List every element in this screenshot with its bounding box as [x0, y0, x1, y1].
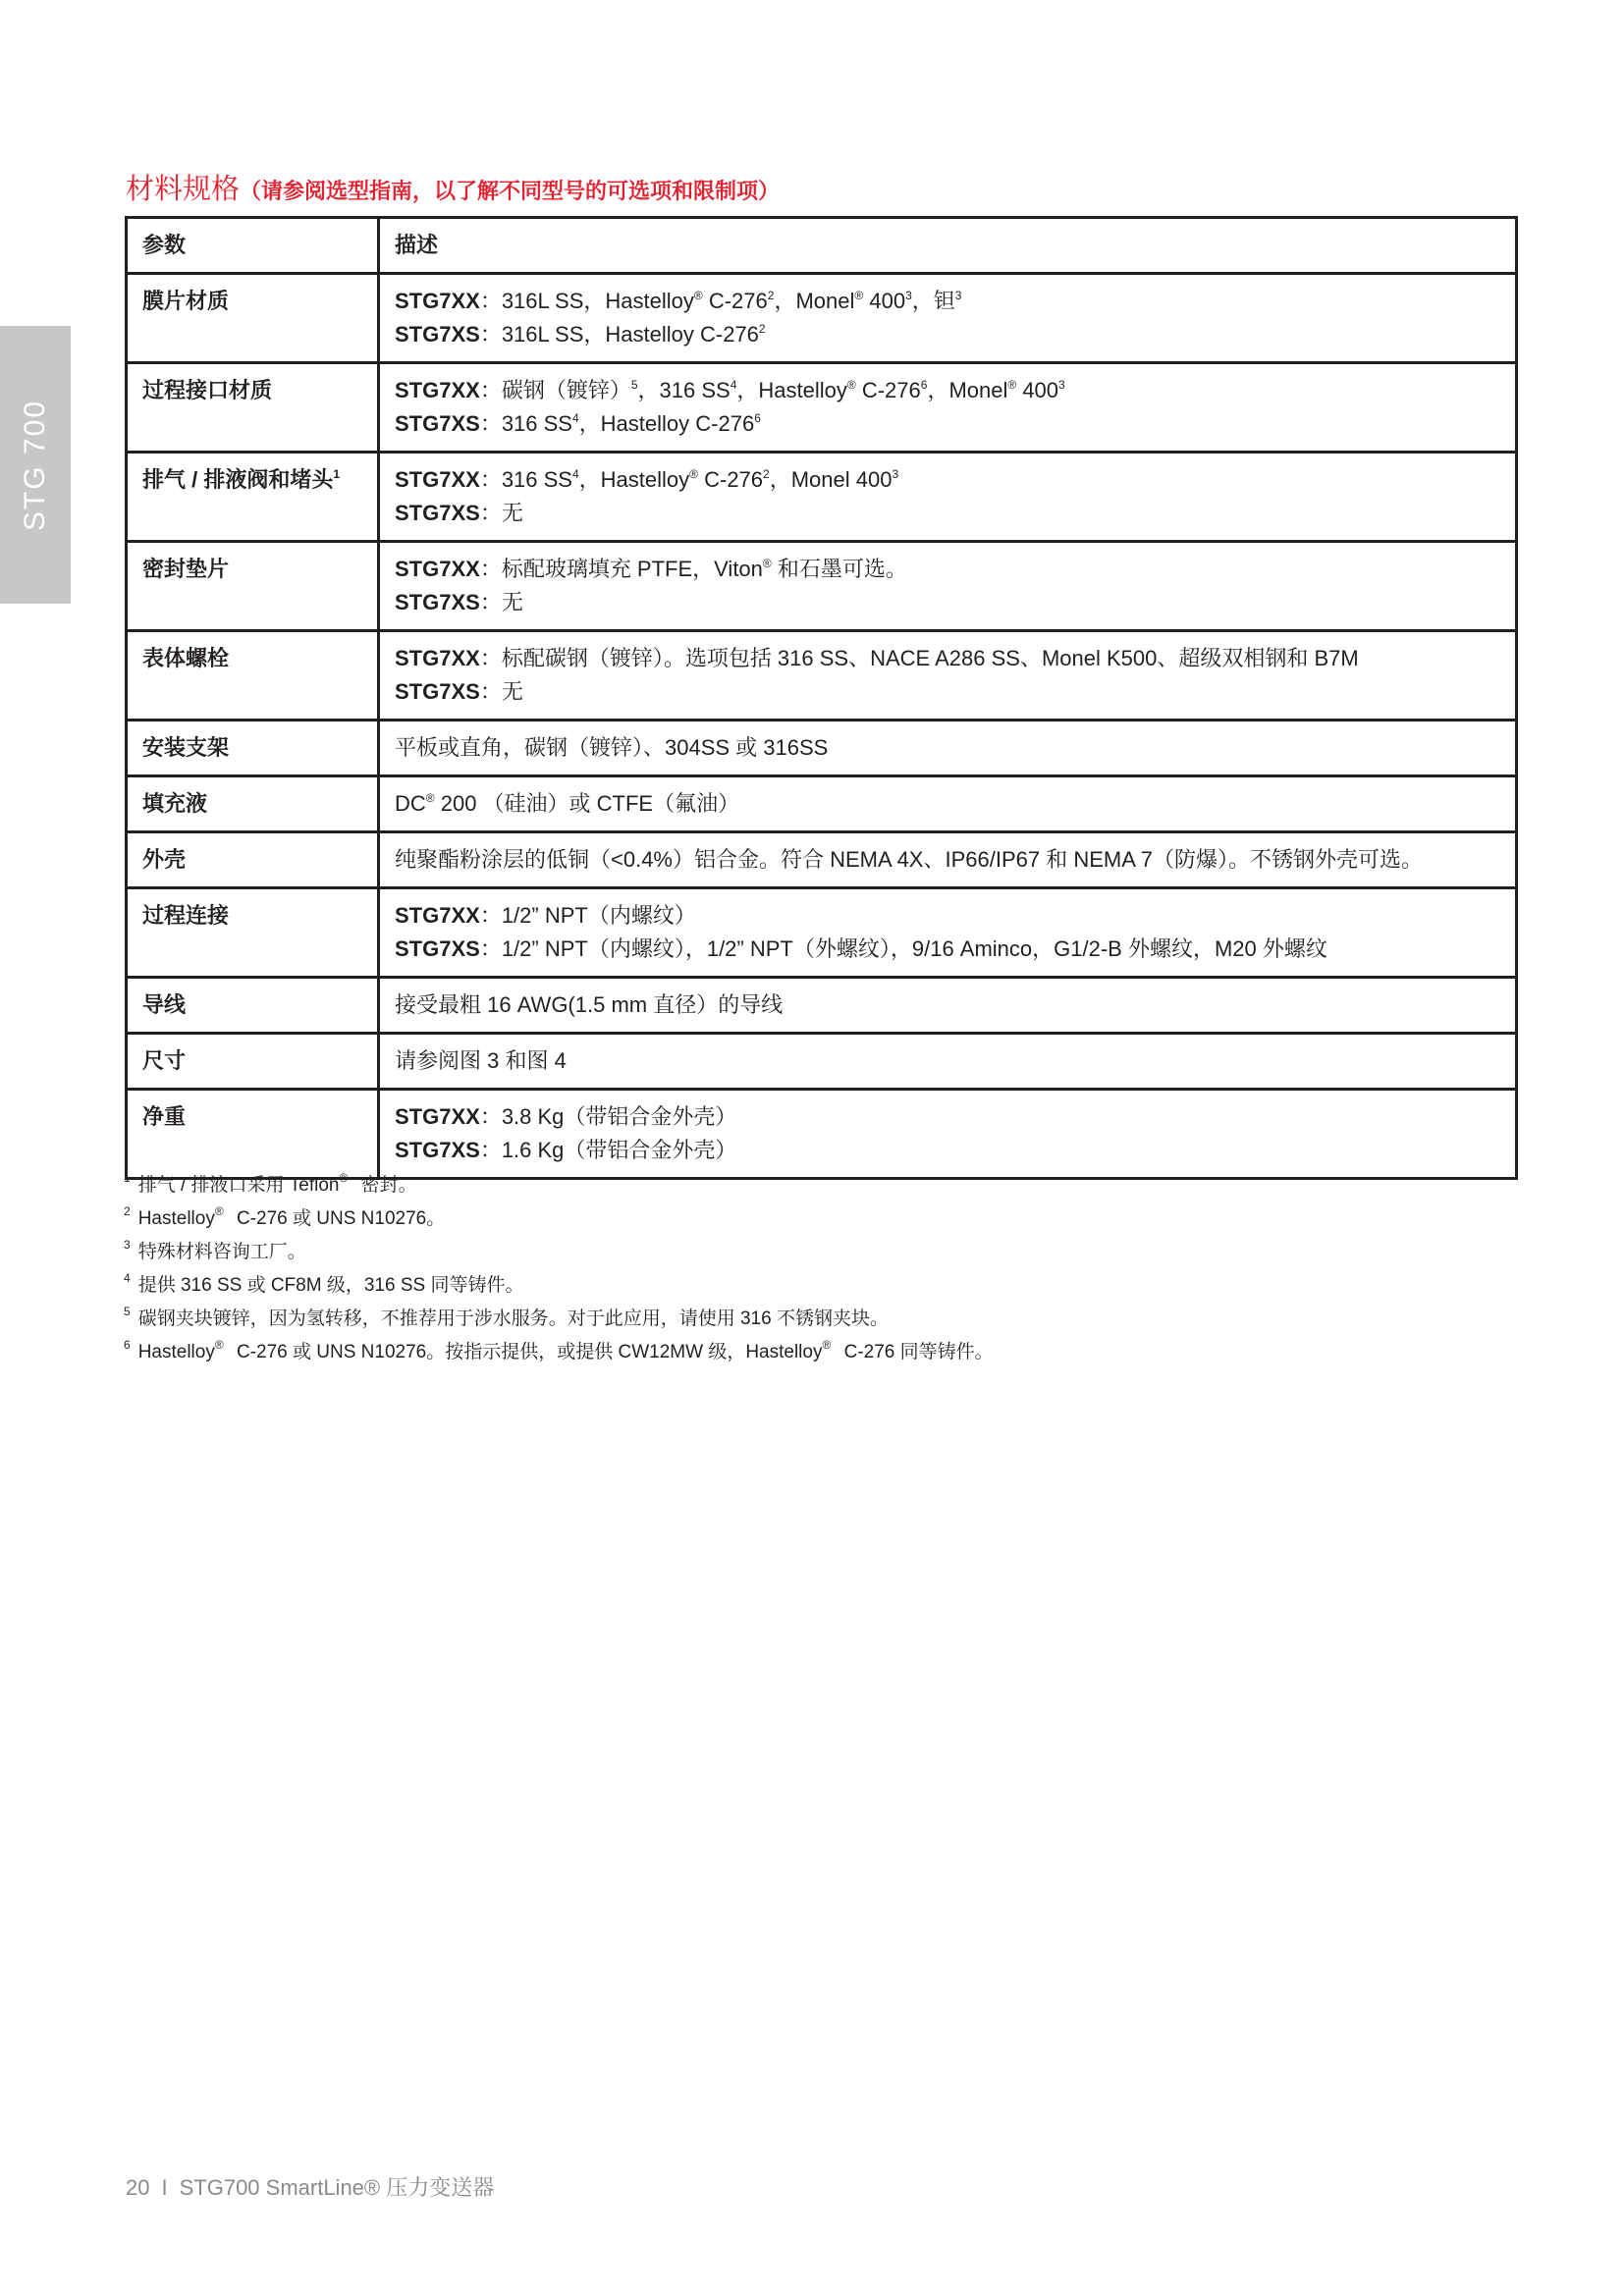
param-cell — [127, 978, 379, 1034]
param-label: 尺寸 — [142, 1048, 187, 1073]
description-line — [395, 463, 1501, 497]
footnote — [124, 1336, 994, 1369]
description-text: 接受最粗 16 AWG(1.5 mm 直径）的导线 — [395, 992, 784, 1017]
footnote — [124, 1202, 994, 1236]
param-label: 过程连接 — [142, 903, 230, 928]
description-text: DC — [395, 791, 426, 816]
description-text: 400 — [863, 289, 906, 313]
model-code: STG7XX — [395, 903, 480, 928]
param-label: 过程接口材质 — [142, 378, 273, 402]
description-text: ：碳钢（镀锌） — [479, 378, 631, 402]
model-code: STG7XX — [395, 289, 480, 313]
superscript-mark: 4 — [571, 467, 579, 481]
table-row — [127, 1034, 1517, 1090]
footnote-number: 1 — [124, 1171, 131, 1185]
superscript-mark: 3 — [954, 289, 962, 302]
param-cell — [127, 776, 379, 832]
heading-main: 材料规格 — [126, 174, 241, 205]
superscript-mark: ® — [693, 289, 703, 302]
page-footer — [126, 2171, 494, 2202]
superscript-mark: ® — [822, 1338, 832, 1352]
description-line — [395, 285, 1501, 318]
description-text: ：316L SS，Hastelloy — [479, 289, 694, 313]
footnote-text: C-276 或 UNS N10276。 — [231, 1208, 446, 1229]
footnote-text: 特殊材料咨询工厂。 — [137, 1242, 306, 1262]
description-text: ：316L SS，Hastelloy C-276 — [479, 322, 759, 347]
table-row — [127, 832, 1517, 888]
description-text: 400 — [1016, 378, 1059, 402]
side-tab-label: STG 700 — [19, 399, 51, 531]
description-line — [395, 731, 1501, 765]
superscript-mark: 6 — [920, 378, 928, 392]
footnote-text: 碳钢夹块镀锌，因为氢转移，不推荐用于涉水服务。对于此应用，请使用 316 不锈钢夹块。 — [137, 1308, 889, 1329]
table-row — [127, 721, 1517, 776]
footnote-number: 3 — [124, 1238, 131, 1252]
param-cell — [127, 1090, 379, 1179]
footnote-text: C-276 或 UNS N10276。按指示提供，或提供 CW12MW 级，Hastelloy — [231, 1342, 823, 1362]
description-cell — [379, 542, 1517, 631]
description-text: 纯聚酯粉涂层的低铜（<0.4%）铝合金。符合 NEMA 4X、IP66/IP67 和 NEMA 7（防爆）。不锈钢外壳可选。 — [395, 847, 1424, 872]
model-code: STG7XS — [395, 411, 480, 436]
superscript-mark: 3 — [1058, 378, 1065, 392]
description-line — [395, 407, 1501, 441]
footnote-number: 5 — [124, 1305, 131, 1318]
superscript-mark: ® — [339, 1171, 349, 1185]
description-text: 请参阅图 3 和图 4 — [395, 1048, 567, 1073]
param-label: 表体螺栓 — [142, 646, 230, 670]
description-text: ，Monel 400 — [769, 467, 893, 492]
footnote-text: 排气 / 排液口采用 Teflon — [137, 1175, 340, 1196]
description-text: ：标配碳钢（镀锌）。选项包括 316 SS、NACE A286 SS、Monel K500、超级双相钢和 B7M — [479, 646, 1359, 670]
param-label: 膜片材质 — [142, 289, 230, 313]
description-cell — [379, 1090, 1517, 1179]
param-label: 排气 / 排液阀和堵头 — [142, 467, 334, 492]
description-text: ，Monel — [774, 289, 855, 313]
description-line — [395, 1044, 1501, 1078]
footnote — [124, 1169, 994, 1202]
table-header-row — [127, 218, 1517, 274]
superscript-mark: ® — [214, 1338, 224, 1352]
description-text: ，Monel — [927, 378, 1008, 402]
superscript-mark: 2 — [763, 467, 770, 481]
superscript-mark: ® — [214, 1204, 224, 1218]
model-code: STG7XX — [395, 467, 480, 492]
footnote-number: 6 — [124, 1338, 131, 1352]
description-text: 平板或直角，碳钢（镀锌）、304SS 或 316SS — [395, 735, 829, 760]
footer-title: STG700 SmartLine® 压力变送器 — [179, 2175, 495, 2200]
description-cell — [379, 832, 1517, 888]
footnote-number: 4 — [124, 1271, 131, 1285]
superscript-mark: ® — [854, 289, 864, 302]
description-text: ：无 — [479, 679, 523, 704]
param-cell — [127, 832, 379, 888]
param-footnote-ref: 1 — [333, 467, 341, 481]
page-number: 20 — [126, 2175, 150, 2200]
description-line — [395, 787, 1501, 821]
table-row — [127, 1090, 1517, 1179]
description-line — [395, 933, 1501, 966]
description-line — [395, 374, 1501, 407]
model-code: STG7XS — [395, 590, 480, 614]
table-row — [127, 274, 1517, 363]
description-text: ，Hastelloy — [578, 467, 690, 492]
description-cell — [379, 1034, 1517, 1090]
footnote-text: 提供 316 SS 或 CF8M 级，316 SS 同等铸件。 — [137, 1275, 524, 1296]
param-label: 净重 — [142, 1104, 187, 1129]
footnote-text: 密封。 — [355, 1175, 417, 1196]
description-line — [395, 899, 1501, 933]
model-code: STG7XS — [395, 936, 480, 961]
description-cell — [379, 631, 1517, 721]
footnote-number: 2 — [124, 1204, 131, 1218]
footnote-text: C-276 同等铸件。 — [839, 1342, 994, 1362]
superscript-mark: ® — [425, 791, 435, 805]
description-line — [395, 988, 1501, 1022]
description-text: ：1.6 Kg（带铝合金外壳） — [479, 1138, 737, 1162]
description-text: ：1/2” NPT（内螺纹），1/2” NPT（外螺纹），9/16 Aminco，G1/2-B 外螺纹，M20 外螺纹 — [479, 936, 1327, 961]
footnote — [124, 1236, 994, 1269]
description-cell — [379, 721, 1517, 776]
model-code: STG7XX — [395, 557, 480, 581]
table-row — [127, 363, 1517, 453]
description-line — [395, 553, 1501, 586]
superscript-mark: ® — [762, 557, 772, 570]
description-text: ，Hastelloy C-276 — [578, 411, 755, 436]
header-description: 描述 — [379, 218, 1517, 274]
description-text: ：无 — [479, 501, 523, 525]
description-cell — [379, 274, 1517, 363]
description-line — [395, 675, 1501, 709]
description-text: C-276 — [698, 467, 764, 492]
param-cell — [127, 453, 379, 542]
param-label: 外壳 — [142, 847, 187, 872]
description-cell — [379, 776, 1517, 832]
footnote — [124, 1269, 994, 1303]
superscript-mark: 2 — [767, 289, 775, 302]
description-line — [395, 1134, 1501, 1167]
model-code: STG7XS — [395, 679, 480, 704]
table-row — [127, 631, 1517, 721]
model-code: STG7XS — [395, 501, 480, 525]
description-text: ，316 SS — [637, 378, 731, 402]
description-text: ，Hastelloy — [736, 378, 847, 402]
header-param: 参数 — [127, 218, 379, 274]
description-text: ：316 SS — [479, 411, 572, 436]
description-line — [395, 843, 1501, 877]
footnote-text: Hastelloy — [137, 1342, 215, 1362]
param-label: 导线 — [142, 992, 187, 1017]
description-text: ：316 SS — [479, 467, 572, 492]
table-row — [127, 978, 1517, 1034]
superscript-mark: ® — [846, 378, 856, 392]
footer-separator: I — [161, 2175, 168, 2200]
table-row — [127, 776, 1517, 832]
param-label: 填充液 — [142, 791, 208, 816]
description-cell — [379, 888, 1517, 978]
section-heading — [126, 167, 780, 207]
superscript-mark: 3 — [905, 289, 912, 302]
description-line — [395, 642, 1501, 675]
footnotes — [124, 1169, 994, 1369]
model-code: STG7XS — [395, 1138, 480, 1162]
side-tab — [0, 326, 71, 604]
superscript-mark: 4 — [571, 411, 579, 425]
description-text: ：标配玻璃填充 PTFE，Viton — [479, 557, 763, 581]
heading-sub: （请参阅选型指南，以了解不同型号的可选项和限制项） — [240, 179, 781, 203]
materials-spec-table — [125, 216, 1518, 1180]
param-cell — [127, 1034, 379, 1090]
param-cell — [127, 363, 379, 453]
description-line — [395, 586, 1501, 619]
param-cell — [127, 631, 379, 721]
description-text: ：3.8 Kg（带铝合金外壳） — [479, 1104, 737, 1129]
param-cell — [127, 721, 379, 776]
param-label: 密封垫片 — [142, 557, 230, 581]
description-line — [395, 318, 1501, 351]
footnote-text: Hastelloy — [137, 1208, 215, 1229]
superscript-mark: 4 — [730, 378, 737, 392]
table-row — [127, 888, 1517, 978]
superscript-mark: 6 — [754, 411, 761, 425]
description-text: ：1/2” NPT（内螺纹） — [479, 903, 696, 928]
superscript-mark: ® — [689, 467, 698, 481]
description-text: ，钽 — [911, 289, 955, 313]
description-cell — [379, 363, 1517, 453]
model-code: STG7XS — [395, 322, 480, 347]
superscript-mark: 3 — [892, 467, 899, 481]
model-code: STG7XX — [395, 1104, 480, 1129]
description-text: C-276 — [702, 289, 768, 313]
description-cell — [379, 453, 1517, 542]
param-cell — [127, 888, 379, 978]
param-cell — [127, 274, 379, 363]
description-text: ：无 — [479, 590, 523, 614]
footnote — [124, 1303, 994, 1336]
param-label: 安装支架 — [142, 735, 230, 760]
description-line — [395, 1100, 1501, 1134]
table-row — [127, 542, 1517, 631]
superscript-mark: 2 — [758, 322, 766, 336]
param-cell — [127, 542, 379, 631]
superscript-mark: ® — [1007, 378, 1017, 392]
description-text: 和石墨可选。 — [771, 557, 907, 581]
description-text: 200 （硅油）或 CTFE（氟油） — [434, 791, 740, 816]
table-row — [127, 453, 1517, 542]
description-line — [395, 497, 1501, 530]
model-code: STG7XX — [395, 646, 480, 670]
description-cell — [379, 978, 1517, 1034]
description-text: C-276 — [855, 378, 921, 402]
superscript-mark: 5 — [630, 378, 638, 392]
model-code: STG7XX — [395, 378, 480, 402]
